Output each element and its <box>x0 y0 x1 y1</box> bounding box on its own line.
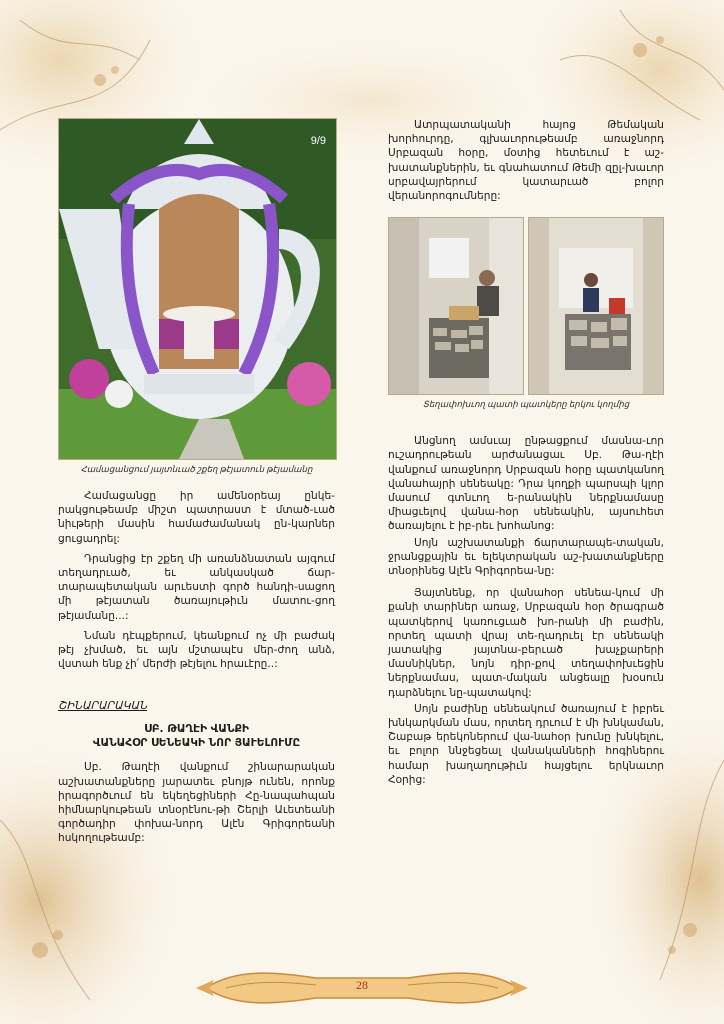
right-photo-caption: Տեղափոխւող պատի պատկերը երկու կողմից <box>422 399 630 410</box>
teapot-gazebo-photo <box>58 118 337 460</box>
photo-counter: 9/9 <box>310 135 326 147</box>
article-title-line-1: ՍԲ. ԹԱՂԷԻ ՎԱՆՔԻ <box>144 723 249 736</box>
wall-photo-left <box>388 217 524 395</box>
left-paragraph-3: Նման դէպքերում, կեանքում ոչ մի բաժակ թէյ չխմած, եւ այն մշտապէս մեր-ժող անձ, վստահ ենք չի՛ մերժի թէյելու հրաւէրը..: <box>58 629 335 671</box>
right-paragraph-3: Յայտնենք, որ վանահօր սենեա-կում մի քանի տարիներ առաջ, Սրբազան հօր ծրագրած պատկերով կառուցւած խո-րանի մի բաժին, որտեղ պատի վրայ տե-ղադրւել էր սենեակի յատակից յայտնա-բերւած խաչքարերի մասնիկներ, նոյն դիր-քով տեղափոխւեցին ներքնամաս, պատ-մական անցեալը խօսուն դարձնելու նը-պատակով: <box>388 587 664 699</box>
right-column <box>388 118 664 787</box>
wall-photo-right <box>528 217 664 395</box>
page-number: 28 <box>356 978 368 992</box>
wall-photos <box>388 217 664 395</box>
left-paragraph-2: Դրանցից էր շքեղ մի առանձնատան այգում տեղադրւած, եւ անկասկած ճար-տարապետական արւեստի գործ հանդի-սացող մի թէյատան ծառայութիւն մատու-ցող թէյամանը...: <box>58 552 335 622</box>
left-paragraph-1: Համացանցը իր ամենօրեայ ընկե-րակցութեամբ միշտ պատրաստ է մտած-ւած նիւթերի մասին համաժամանակ ըն-կարներ ցուցադրել: <box>58 490 335 545</box>
left-body-text <box>58 489 335 671</box>
article-paragraph: Սբ. Թաղէի վանքում շինարարական աշխատանքները յարատեւ բնոյթ ունեն, որոնք իրագործւում են եկեղեցիների Հը-նապահպան հիմնարկութեան տնօրէնու-թի Շերլի Աւետեանի գործադիր փոխա-նորդ Ալէն Գրիգորեանի հսկողութեամբ: <box>58 761 335 845</box>
left-column <box>58 118 335 846</box>
right-body-text <box>388 434 664 787</box>
article-title <box>58 722 335 750</box>
wall-photo-right-illustration <box>529 218 663 394</box>
right-paragraph-2: Սոյն աշխատանքի ճարտարապե-տական, ջրանցքային եւ ելեկտրական աշ-խատանքները տնօրինեց Ալէն Գրիգորեա-նը: <box>388 536 664 578</box>
section-label: ՇԻՆԱՐԱՐԱԿԱՆ <box>58 700 147 713</box>
right-intro-paragraph: Ատրպատականի հայոց Թեմական խորհուրդը, գլխաւորութեամբ առաջնորդ Սրբազան հօրը, մօտից հետեւում է աշ-խատանքներին, եւ գնահատում Թեմի զըլ-խաւոր սրբավայրերում կատարւած բոլոր վերանորոգումները: <box>388 119 664 203</box>
teapot-gazebo-illustration <box>59 119 336 459</box>
right-paragraph-4: Սոյն բաժինը սենեակում ծառայում է իբրեւ խնկարկման մաս, որտեղ դրւում է մի խնկաման, Շաբաթ երեկոներում վա-նահօր խունը խնկելու, եւ բոլոր ննջեցեալ վանականների հոգիներու համար խաղաղութիւն հայցելու երկնաւոր Հօրից: <box>388 702 664 786</box>
left-photo-caption: Համացանցում յայտնւած շքեղ թէյատուն թէյամանը <box>80 464 313 474</box>
right-paragraph-1: Անցնող ամսւայ ընթացքում մասնա-ւոր ուշադրութեան արժանացաւ Սբ. Թա-ղէի վանքում առաջնորդ Սրբազան հօրը պատկանող վանահայրի սենեակը: Դրա կողքի պարսպի կլոր մասում գտնւող ե-րանակին ներքնամասը միացւելով վանա-հօր սենեակին, այսուհետ ծառայելու է իբ-րեւ խոհանոց: <box>388 435 664 533</box>
article-title-line-2: ՎԱՆԱՀՕՐ ՍԵՆԵԱԿԻ ՆՈՐ ՅԱՒԵԼՈՒՄԸ <box>92 737 301 750</box>
wall-photo-left-illustration <box>389 218 523 394</box>
